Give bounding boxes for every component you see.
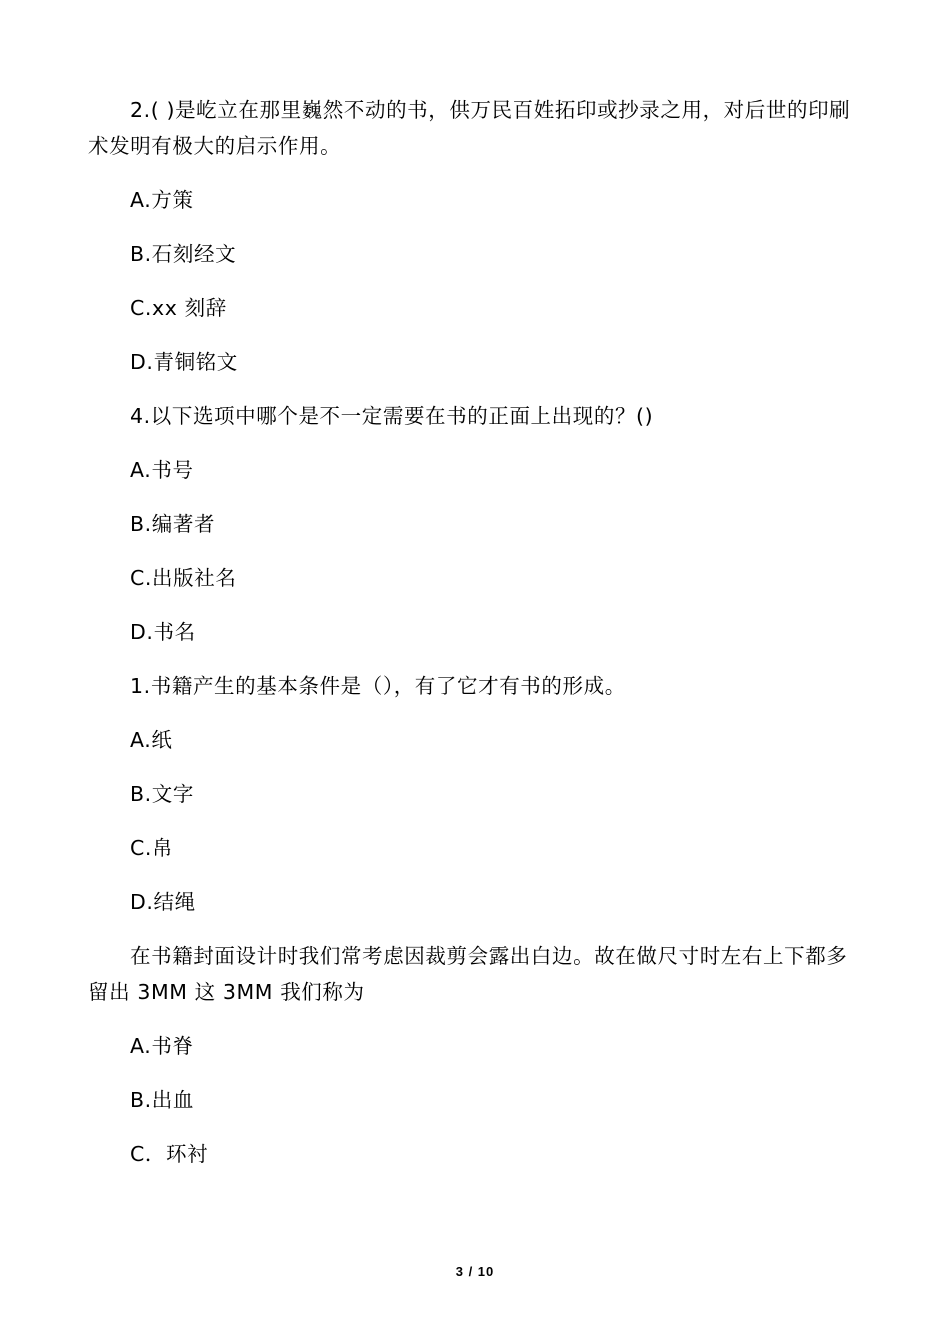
question-block (88, 92, 863, 380)
question-stem: 2.( )是屹立在那里巍然不动的书，供万民百姓拓印或抄录之用，对后世的印刷术发明有极大的启示作用。 (88, 98, 851, 158)
answer-option-a: A.书号 (130, 458, 194, 482)
question-stem: 4.以下选项中哪个是不一定需要在书的正面上出现的？() (130, 404, 654, 428)
question-block (88, 668, 863, 920)
page-number: 3 / 10 (455, 1264, 495, 1279)
answer-option-b: B.石刻经文 (130, 242, 237, 266)
answer-option-a: A.纸 (130, 728, 173, 752)
answer-option-d: D.书名 (130, 620, 196, 644)
document-body (88, 92, 863, 1190)
answer-option-d: D.结绳 (130, 890, 196, 914)
answer-option-a: A.方策 (130, 188, 194, 212)
question-stem: 在书籍封面设计时我们常考虑因裁剪会露出白边。故在做尺寸时左右上下都多留出 3MM 这 3MM 我们称为 (88, 944, 848, 1004)
answer-option-b: B.出血 (130, 1088, 194, 1112)
answer-option-b: B.文字 (130, 782, 194, 806)
answer-option-c: C.xx 刻辞 (130, 296, 227, 320)
answer-option-a: A.书脊 (130, 1034, 194, 1058)
question-block (88, 938, 863, 1172)
question-stem: 1.书籍产生的基本条件是（），有了它才有书的形成。 (130, 674, 626, 698)
answer-option-b: B.编著者 (130, 512, 216, 536)
answer-option-c: C．环衬 (130, 1142, 209, 1166)
answer-option-d: D.青铜铭文 (130, 350, 238, 374)
question-block (88, 398, 863, 650)
answer-option-c: C.帛 (130, 836, 174, 860)
answer-option-c: C.出版社名 (130, 566, 237, 590)
